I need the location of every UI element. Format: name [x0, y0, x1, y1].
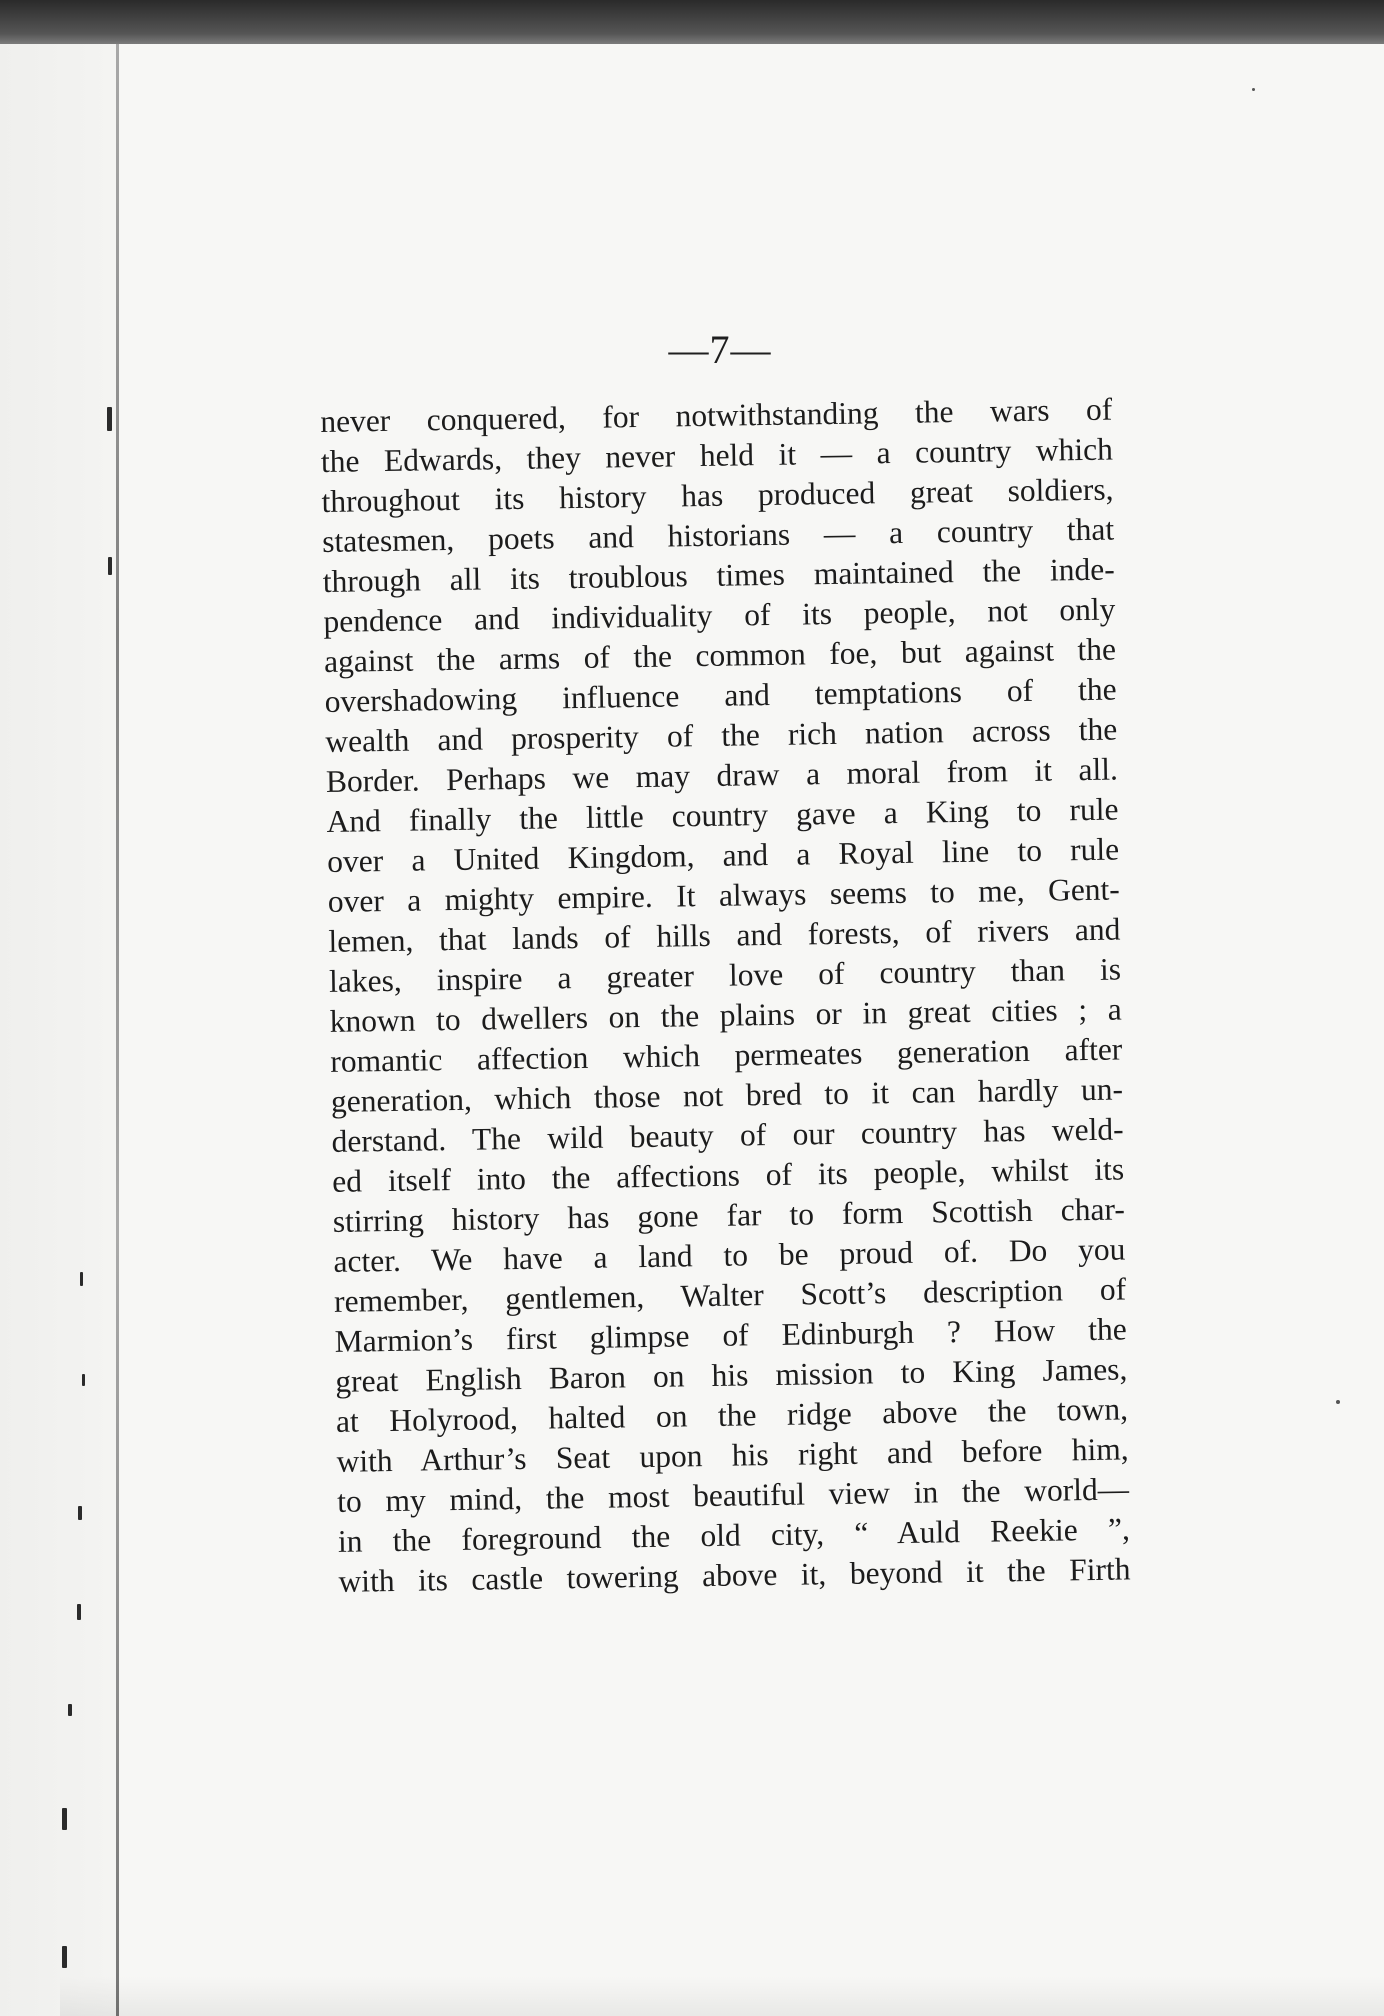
text-line: known to dwellers on the plains or in great cities ; a — [329, 991, 1122, 1039]
text-line: overshadowing influence and temptations of the — [324, 671, 1117, 719]
body-text — [320, 390, 1131, 1602]
binding-mark — [107, 407, 112, 431]
text-line: through all its troublous times maintained the inde- — [322, 551, 1115, 599]
dust-speck — [1336, 1400, 1340, 1404]
text-line: throughout its history has produced great soldiers, — [321, 471, 1114, 519]
text-line: romantic affection which permeates generation after — [330, 1031, 1123, 1079]
text-line: pendence and individuality of its people, not only — [323, 591, 1116, 639]
binding-mark — [62, 1946, 67, 1968]
text-line: to my mind, the most beautiful view in the world— — [336, 1471, 1130, 1519]
text-line: derstand. The wild beauty of our country has weld- — [331, 1111, 1124, 1159]
text-line: Marmion’s first glimpse of Edinburgh ? How the — [334, 1311, 1127, 1359]
text-line: great English Baron on his mission to King James, — [335, 1351, 1128, 1399]
text-line: at Holyrood, halted on the ridge above the town, — [335, 1391, 1129, 1439]
text-line: with Arthur’s Seat upon his right and before him, — [336, 1431, 1129, 1479]
text-line: remember, gentlemen, Walter Scott’s description of — [333, 1271, 1127, 1319]
text-line: in the foreground the old city, “ Auld Reekie ”, — [337, 1511, 1131, 1559]
page-bottom-shadow — [60, 1976, 1384, 2016]
binding-mark — [78, 1506, 82, 1520]
text-line: lemen, that lands of hills and forests, of rivers and — [328, 911, 1121, 959]
text-line: statesmen, poets and historians — a country that — [321, 511, 1115, 559]
text-line: acter. We have a land to be proud of. Do you — [333, 1231, 1126, 1279]
text-line: ed itself into the affections of its people, whilst its — [331, 1151, 1125, 1199]
binding-mark — [62, 1808, 67, 1830]
binding-mark — [80, 1272, 83, 1286]
text-line: lakes, inspire a greater love of country than is — [328, 951, 1122, 999]
binding-mark — [77, 1604, 81, 1620]
binding-mark — [68, 1704, 72, 1716]
scanner-top-edge — [0, 0, 1384, 48]
text-line: with its castle towering above it, beyond it the Firth — [338, 1551, 1131, 1599]
text-line: wealth and prosperity of the rich nation across the — [325, 711, 1118, 759]
text-line: Border. Perhaps we may draw a moral from it all. — [325, 751, 1119, 799]
text-line: the Edwards, they never held it — a country which — [320, 431, 1114, 479]
text-line: generation, which those not bred to it can hardly un- — [330, 1071, 1124, 1119]
text-line: over a mighty empire. It always seems to me, Gent- — [327, 871, 1121, 919]
text-line: never conquered, for notwithstanding the wars of — [320, 391, 1113, 439]
binding-mark — [108, 557, 112, 575]
dust-speck — [1252, 88, 1255, 91]
text-line: stirring history has gone far to form Scottish char- — [332, 1191, 1126, 1239]
text-line: over a United Kingdom, and a Royal line to rule — [326, 831, 1120, 879]
text-line: And finally the little country gave a King to rule — [326, 791, 1119, 839]
binding-mark — [82, 1374, 85, 1386]
page-number: —7— — [668, 327, 772, 372]
text-line: against the arms of the common foe, but against the — [323, 631, 1117, 679]
